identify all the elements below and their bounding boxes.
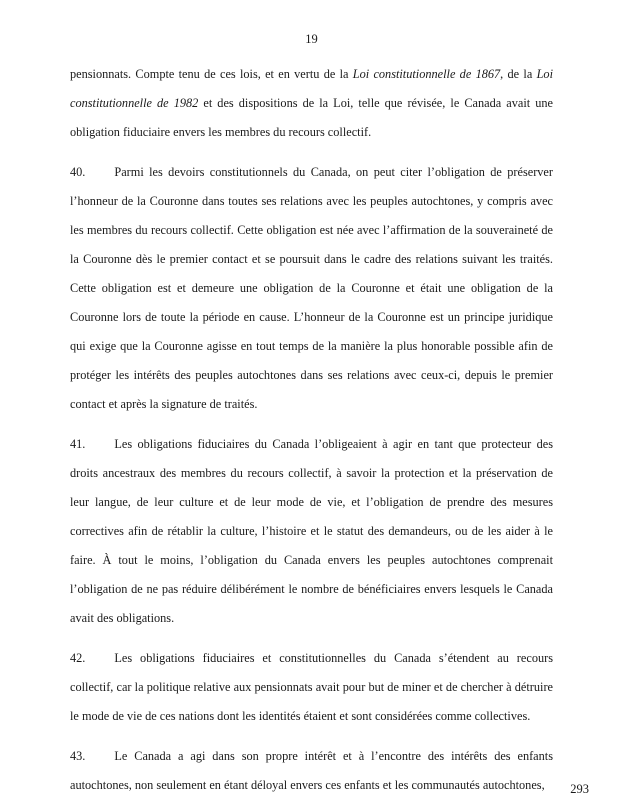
paragraph-text	[70, 651, 553, 723]
text-segment: et des dispositions de la Loi, telle que révisée, le Canada avait une obligation fiduciaire envers les membres du recours collectif.	[70, 96, 553, 139]
text-segment: Le Canada a agi dans son propre intérêt et à l’encontre des intérêts des enfants autochtones, non seulement en étant déloyal envers ces enfants et les communautés autochtones,	[70, 749, 553, 792]
paragraph-continuation	[70, 60, 553, 147]
paragraph-text	[70, 165, 553, 411]
page-number-bottom: 293	[570, 782, 589, 796]
paragraph-number: 42.	[70, 651, 86, 665]
text-segment-italic: Loi constitutionnelle de 1867	[352, 67, 501, 81]
text-segment: Parmi les devoirs constitutionnels du Canada, on peut citer l’obligation de préserver l’honneur de la Couronne dans toutes ses relations avec les peuples autochtones, y compris avec les membres du recours collectif. Cette obligation est née avec l’affirmation de la souveraineté de la Couronne dès le premier contact et se poursuit dans le cadre des relations suivant les traités. Cette obligation est et demeure une obligation de la Couronne et était une obligation de la Couronne lors de toute la période en cause. L’honneur de la Couronne est un principe juridique qui exige que la Couronne agisse en tout temps de la manière la plus honorable possible afin de protéger les intérêts des peuples autochtones dans ses relations avec ceux-ci, depuis le premier contact et après la signature de traités.	[70, 165, 553, 411]
text-segment: pensionnats. Compte tenu de ces lois, et en vertu de la	[70, 67, 353, 81]
document-body	[70, 60, 553, 807]
paragraph-number: 40.	[70, 165, 86, 179]
paragraph-43	[70, 742, 553, 800]
text-segment: Les obligations fiduciaires et constitutionnelles du Canada s’étendent au recours collectif, car la politique relative aux pensionnats avait pour but de miner et de chercher à détruire le mode de vie de ces nations dont les identités étaient et sont considérées comme collectives.	[70, 651, 553, 723]
paragraph-number: 41.	[70, 437, 86, 451]
paragraph-40	[70, 158, 553, 419]
paragraph-text	[70, 749, 553, 792]
text-segment: , de la	[500, 67, 537, 81]
paragraph-42	[70, 644, 553, 731]
text-segment-italic: Loi constitutionnelle de 1982	[70, 67, 553, 110]
paragraph-41	[70, 430, 553, 633]
text-segment: Les obligations fiduciaires du Canada l’obligeaient à agir en tant que protecteur des droits ancestraux des membres du recours collectif, à savoir la protection et la préservation de leur langue, de leur culture et de leur mode de vie, et l’obligation de prendre des mesures correctives afin de rétablir la culture, l’histoire et le statut des demandeurs, ou de les aider à le faire. À tout le moins, l’obligation du Canada envers les peuples autochtones comprenait l’obligation de ne pas réduire délibérément le nombre de bénéficiaires envers lesquels le Canada avait des obligations.	[70, 437, 553, 625]
paragraph-text	[70, 437, 553, 625]
page-number-top: 19	[305, 32, 318, 46]
paragraph-number: 43.	[70, 749, 86, 763]
paragraph-text	[70, 67, 553, 139]
